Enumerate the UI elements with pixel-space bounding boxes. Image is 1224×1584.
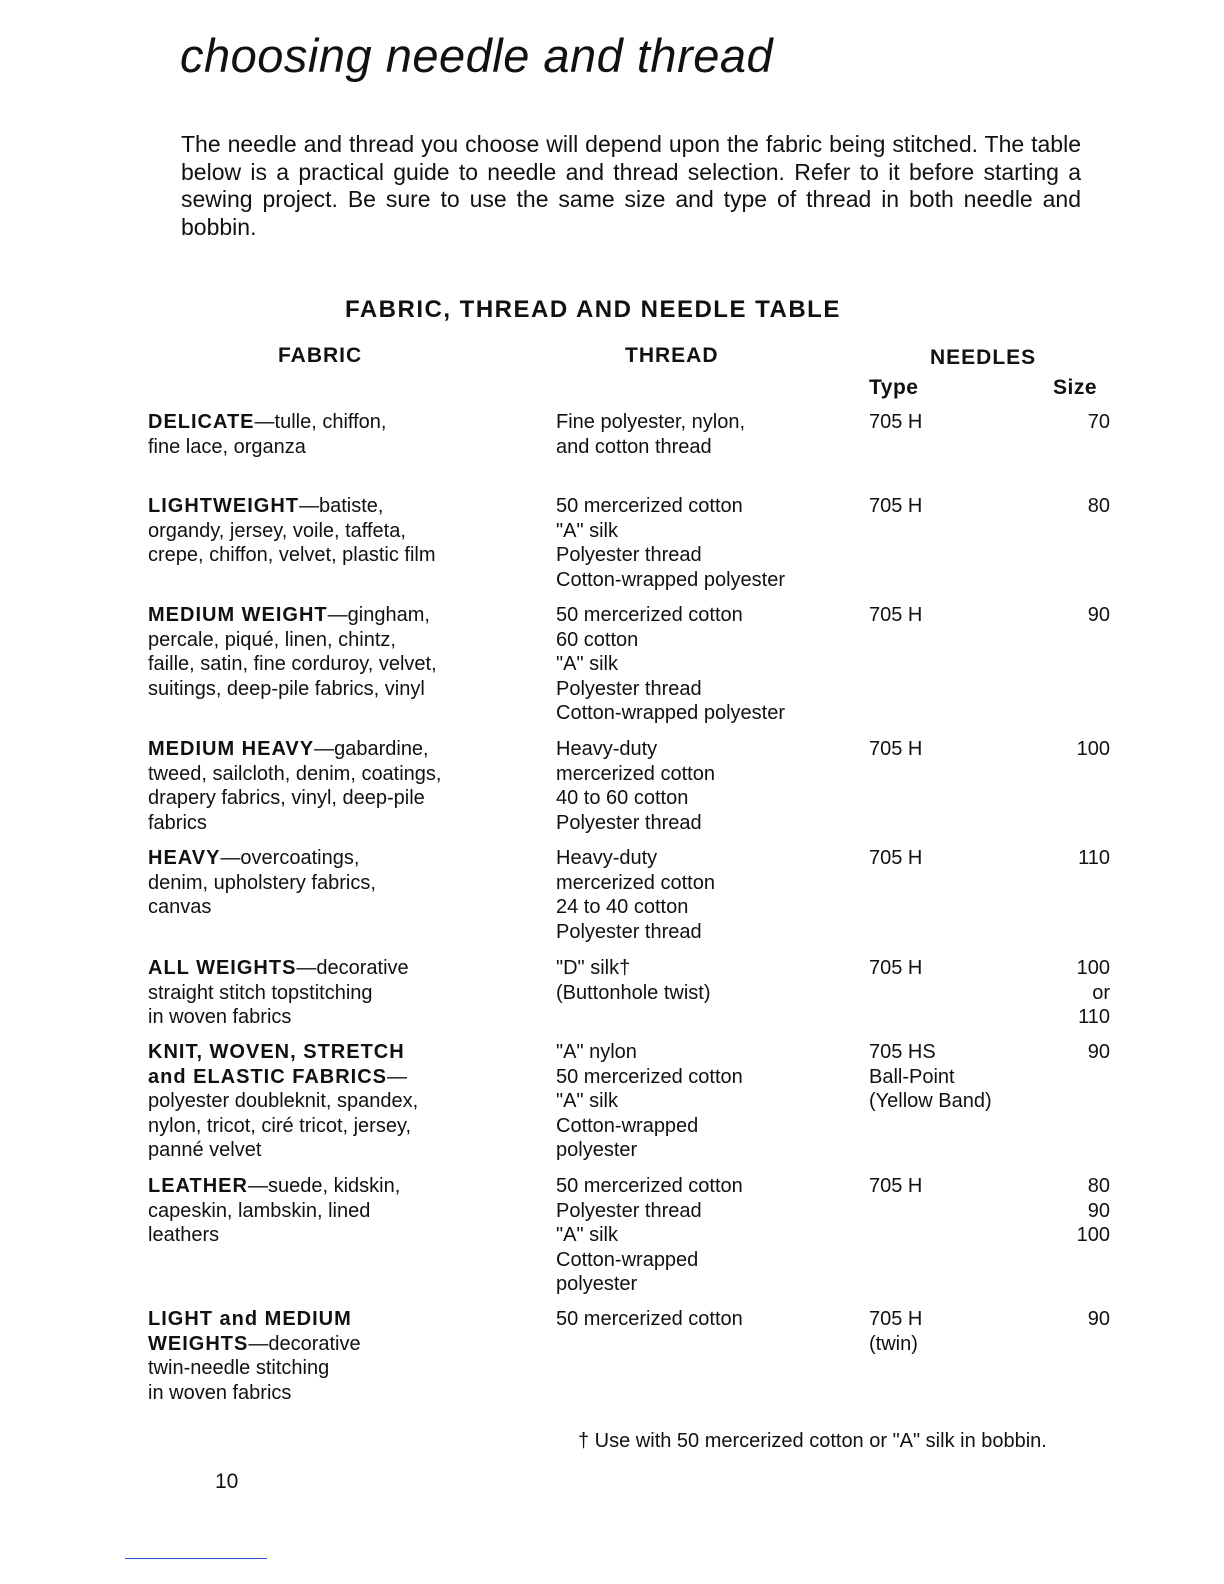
fabric-cell: LIGHT and MEDIUM WEIGHTS—decorative twin-needle stitching in woven fabrics bbox=[148, 1307, 528, 1405]
fabric-cell: LEATHER—suede, kidskin, capeskin, lambskin, lined leathers bbox=[148, 1175, 401, 1246]
category-label: and ELASTIC FABRICS bbox=[148, 1065, 388, 1088]
header-thread: THREAD bbox=[625, 344, 719, 367]
needle-size-cell: 100 bbox=[1076, 738, 1110, 760]
needle-type-cell: 705 H bbox=[869, 957, 923, 979]
footnote: † Use with 50 mercerized cotton or "A" silk in bobbin. bbox=[578, 1430, 1047, 1452]
needle-type-cell: 705 H bbox=[869, 1175, 923, 1197]
category-label: MEDIUM WEIGHT bbox=[148, 604, 328, 626]
thread-cell: Fine polyester, nylon, and cotton thread bbox=[556, 411, 745, 458]
needle-type-cell: 705 H bbox=[869, 604, 923, 626]
fabric-cell: MEDIUM WEIGHT—gingham, percale, piqué, linen, chintz, faille, satin, fine corduroy, velvet, suitings, deep-pile fabrics, vinyl bbox=[148, 604, 437, 700]
table-title: FABRIC, THREAD AND NEEDLE TABLE bbox=[345, 296, 841, 323]
needle-size-cell: 70 bbox=[1087, 411, 1110, 433]
page-title: choosing needle and thread bbox=[180, 29, 774, 82]
needle-size-cell: 100 or 110 bbox=[1076, 957, 1110, 1028]
category-label: MEDIUM HEAVY bbox=[148, 738, 315, 760]
thread-cell: 50 mercerized cotton "A" silk Polyester thread Cotton-wrapped polyester bbox=[556, 495, 786, 591]
fabric-cell: LIGHTWEIGHT—batiste, organdy, jersey, voile, taffeta, crepe, chiffon, velvet, plastic film bbox=[148, 495, 436, 566]
thread-cell: Heavy-duty mercerized cotton 40 to 60 cotton Polyester thread bbox=[556, 738, 715, 834]
intro-paragraph: The needle and thread you choose will depend upon the fabric being stitched. The table below is a practical guide to needle and thread selection. Refer to it before starting a sewing project. Be sure to use the same size and type of thread in both needle and bobbin. bbox=[181, 131, 1081, 240]
category-label: LEATHER bbox=[148, 1175, 248, 1197]
needle-type-cell: 705 H (twin) bbox=[869, 1308, 923, 1355]
thread-cell: "D" silk† (Buttonhole twist) bbox=[556, 957, 711, 1004]
needle-type-cell: 705 H bbox=[869, 738, 923, 760]
header-size: Size bbox=[1053, 376, 1098, 399]
needle-size-cell: 90 bbox=[1087, 1041, 1110, 1063]
header-needles: NEEDLES bbox=[930, 346, 1037, 369]
category-label: ALL WEIGHTS bbox=[148, 957, 297, 979]
needle-size-cell: 90 bbox=[1087, 604, 1110, 626]
category-label: LIGHT and MEDIUM bbox=[148, 1308, 352, 1330]
thread-cell: 50 mercerized cotton bbox=[556, 1308, 743, 1330]
needle-size-cell: 110 bbox=[1078, 847, 1110, 869]
thread-cell: 50 mercerized cotton 60 cotton "A" silk Polyester thread Cotton-wrapped polyester bbox=[556, 604, 786, 724]
thread-cell: Heavy-duty mercerized cotton 24 to 40 cotton Polyester thread bbox=[556, 847, 715, 943]
fabric-cell: KNIT, WOVEN, STRETCH and ELASTIC FABRICS— polyester doubleknit, spandex, nylon, tricot, ciré tricot, jersey, panné velvet bbox=[148, 1040, 528, 1163]
category-label: HEAVY bbox=[148, 847, 221, 869]
category-label: DELICATE bbox=[148, 411, 255, 433]
needle-type-cell: 705 HS Ball-Point (Yellow Band) bbox=[869, 1041, 992, 1112]
category-label: LIGHTWEIGHT bbox=[148, 495, 299, 517]
needle-size-cell: 90 bbox=[1087, 1308, 1110, 1330]
needle-type-cell: 705 H bbox=[869, 495, 923, 517]
needle-type-cell: 705 H bbox=[869, 411, 923, 433]
needle-size-cell: 80 90 100 bbox=[1076, 1175, 1110, 1246]
fabric-cell: MEDIUM HEAVY—gabardine, tweed, sailcloth, denim, coatings, drapery fabrics, vinyl, deep-pile fabrics bbox=[148, 738, 442, 834]
divider bbox=[125, 1558, 267, 1559]
fabric-cell: ALL WEIGHTS—decorative straight stitch topstitching in woven fabrics bbox=[148, 957, 409, 1028]
category-label: KNIT, WOVEN, STRETCH bbox=[148, 1041, 405, 1063]
header-type: Type bbox=[869, 376, 919, 399]
fabric-cell: HEAVY—overcoatings, denim, upholstery fabrics, canvas bbox=[148, 847, 376, 918]
needle-size-cell: 80 bbox=[1087, 495, 1110, 517]
category-label: WEIGHTS bbox=[148, 1332, 249, 1355]
fabric-cell: DELICATE—tulle, chiffon, fine lace, organza bbox=[148, 411, 387, 458]
header-fabric: FABRIC bbox=[278, 344, 363, 367]
page-number: 10 bbox=[215, 1470, 239, 1493]
needle-type-cell: 705 H bbox=[869, 847, 923, 869]
thread-cell: "A" nylon 50 mercerized cotton "A" silk Cotton-wrapped polyester bbox=[556, 1041, 743, 1161]
thread-cell: 50 mercerized cotton Polyester thread "A" silk Cotton-wrapped polyester bbox=[556, 1175, 743, 1295]
